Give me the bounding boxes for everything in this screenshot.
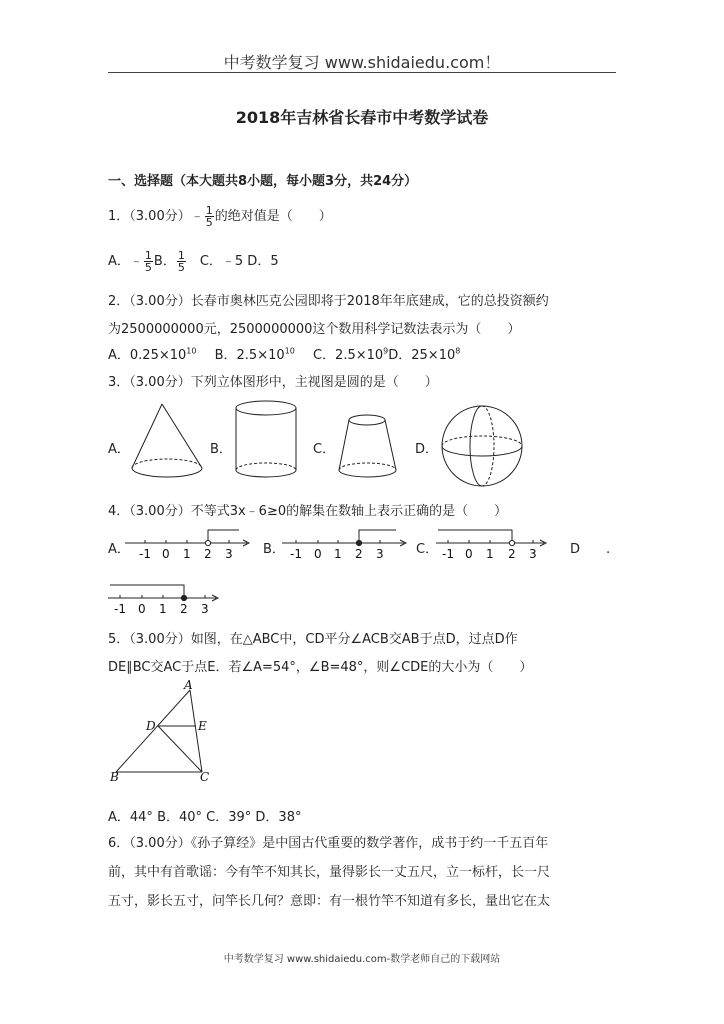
q2-options (108, 344, 460, 363)
q2-opt-d: D．25×10 (388, 348, 456, 363)
cone-figure (128, 400, 208, 480)
nl-c-tick-2: 2 (508, 547, 516, 561)
frustum-figure (335, 412, 405, 484)
nl-d-tick-3: 3 (201, 602, 209, 616)
point-c: C (200, 770, 210, 784)
q1-opt-a-num: 1 (144, 249, 152, 262)
numberline-c (436, 527, 566, 563)
q1-opt-b-den: 5 (177, 261, 185, 274)
q5-options: A．44° B．40° C．39° D．38° (108, 810, 302, 825)
cylinder-figure (233, 398, 303, 486)
q3-label-a: A． (108, 442, 130, 457)
q1-fraction (205, 205, 214, 228)
q1-opt-b-frac (177, 250, 186, 273)
paper-title: 2018年吉林省长春市中考数学试卷 (235, 108, 489, 127)
q1-stem-a: 1．（3.00分）﹣ (108, 209, 204, 224)
q3-stem: 3．（3.00分）下列立体图形中，主视图是圆的是（ ） (108, 375, 438, 390)
numberline-b (282, 527, 412, 563)
numberline-a (125, 527, 255, 563)
open-point (205, 540, 210, 545)
q2-opt-d-exp: 8 (455, 346, 461, 356)
question-1 (108, 205, 332, 228)
triangle-figure (108, 680, 228, 785)
q3-label-b: B． (210, 442, 232, 457)
point-d: D (146, 719, 156, 733)
q1-options (108, 250, 279, 273)
q4-label-b: B． (263, 542, 285, 557)
q2-opt-c-exp: 9 (383, 346, 389, 356)
q2-opt-a-exp: 10 (186, 346, 197, 356)
q6-line-2: 前，其中有首歌谣：今有竿不知其长，量得影长一丈五尺，立一标杆，长一尺 (108, 865, 551, 880)
q2-opt-a: A．0.25×10 (108, 348, 187, 363)
nl-c-tick-3: 3 (529, 547, 537, 561)
q1-opt-a: A．﹣ (108, 254, 143, 269)
q2-opt-c: C．2.5×10 (312, 348, 384, 363)
q1-opt-b: B． (153, 254, 176, 269)
q3-label-c: C． (313, 442, 336, 457)
nl-c-tick-1: 1 (486, 547, 494, 561)
q5-line-1: 5．（3.00分）如图，在△ABC中，CD平分∠ACB交AB于点D，过点D作 (108, 632, 518, 647)
nl-b-tick-2: 2 (355, 547, 363, 561)
q4-label-d: D . (570, 542, 611, 557)
page-footer: 中考数学复习 www.shidaiedu.com-数学老师自己的下载网站 (223, 954, 501, 965)
q4-label-a: A． (108, 542, 130, 557)
q2-line-1: 2．（3.00分）长春市奥林匹克公园即将于2018年年底建成，它的总投资额约 (108, 294, 549, 309)
q2-opt-b: B．2.5×10 (214, 348, 285, 363)
point-b: B (110, 770, 119, 784)
nl-b-tick-1: 1 (334, 547, 342, 561)
nl-c-tick-0: 0 (465, 547, 473, 561)
nl-a-tick-m1: -1 (139, 547, 151, 561)
numberline-d (108, 582, 228, 618)
q2-line-2: 为2500000000元，2500000000这个数用科学记数法表示为（ ） (108, 322, 521, 337)
q3-label-d: D． (415, 442, 439, 457)
q1-frac-den: 5 (205, 216, 213, 229)
point-e: E (198, 719, 207, 733)
point-a: A (184, 678, 193, 692)
q2-opt-b-exp: 10 (284, 346, 295, 356)
nl-d-tick-1: 1 (159, 602, 167, 616)
q4-label-c: C． (416, 542, 439, 557)
q6-line-3: 五寸，影长五寸，问竿长几何？意即：有一根竹竿不知道有多长，量出它在太 (108, 894, 551, 909)
open-point (509, 540, 514, 545)
page-header: 中考数学复习 www.shidaiedu.com！ (223, 53, 501, 72)
q1-opt-a-frac (144, 250, 153, 273)
closed-point (181, 595, 186, 600)
q1-opt-cd: C．﹣5 D．5 (199, 254, 279, 269)
q6-line-1: 6．（3.00分）《孙子算经》是中国古代重要的数学著作，成书于约一千五百年 (108, 836, 549, 851)
nl-d-tick-0: 0 (138, 602, 146, 616)
sphere-figure (440, 404, 526, 490)
nl-a-tick-2: 2 (204, 547, 212, 561)
nl-a-tick-0: 0 (162, 547, 170, 561)
q1-opt-b-num: 1 (177, 249, 185, 262)
section-heading: 一、选择题（本大题共8小题，每小题3分，共24分） (108, 174, 418, 189)
nl-b-tick-3: 3 (376, 547, 384, 561)
nl-d-tick-2: 2 (180, 602, 188, 616)
nl-a-tick-3: 3 (225, 547, 233, 561)
nl-d-tick-m1: -1 (114, 602, 126, 616)
q1-stem-b: 的绝对值是（ ） (214, 209, 332, 224)
closed-point (356, 540, 361, 545)
q5-line-2: DE∥BC交AC于点E．若∠A=54°，∠B=48°，则∠CDE的大小为（ ） (108, 660, 533, 675)
nl-c-tick-m1: -1 (442, 547, 454, 561)
header-rule (108, 72, 616, 73)
q1-opt-a-den: 5 (144, 261, 152, 274)
nl-a-tick-1: 1 (183, 547, 191, 561)
q4-stem: 4．（3.00分）不等式3x﹣6≥0的解集在数轴上表示正确的是（ ） (108, 504, 508, 519)
nl-b-tick-m1: -1 (290, 547, 302, 561)
q1-frac-num: 1 (205, 204, 213, 217)
nl-b-tick-0: 0 (314, 547, 322, 561)
